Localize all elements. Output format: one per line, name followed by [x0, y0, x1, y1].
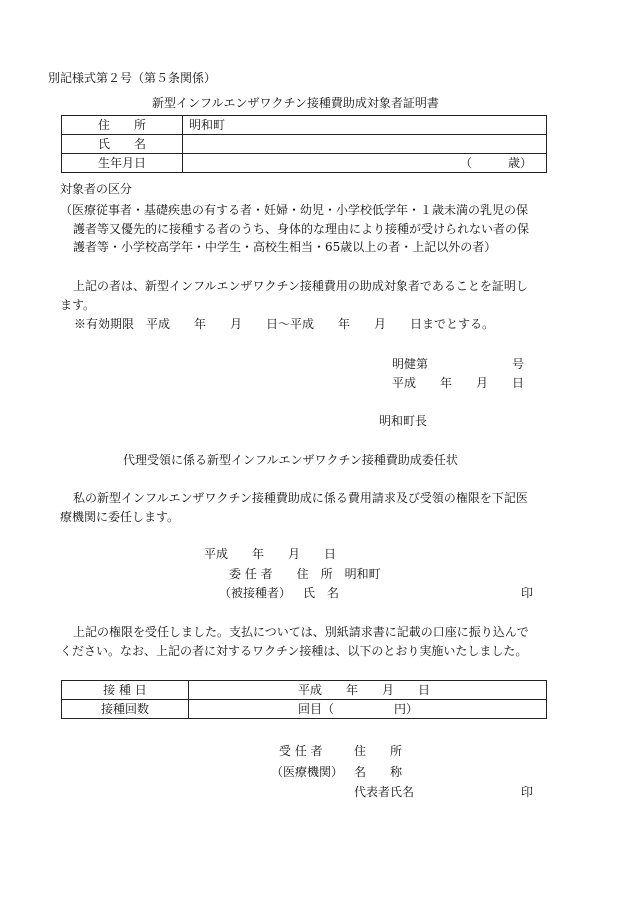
medical-institution-label: （医療機関）: [271, 765, 344, 779]
dose-count-label: 接種回数: [62, 700, 189, 719]
agent-seal: 印: [521, 785, 534, 799]
validity-period: ※有効期限 平成 年 月 日〜平成 年 月 日までとする。: [74, 317, 495, 331]
address-label: 住 所: [62, 116, 183, 135]
category-line: 護者等又優先的に接種する者のうち、身体的な理由により接種が受けられない者の保: [73, 221, 530, 236]
table-row: [62, 700, 547, 719]
certificate-table: [61, 115, 547, 173]
issue-date: 平成 年 月 日: [392, 376, 525, 390]
agent-address-label: 住 所: [354, 744, 403, 758]
certificate-statement: [60, 277, 528, 314]
delegation-date: 平成 年 月 日: [204, 547, 337, 561]
vaccination-table: [61, 680, 547, 719]
agent-name-label: 名 称: [354, 765, 403, 779]
table-row: [62, 116, 547, 135]
vaccination-date-label: 接 種 日: [62, 681, 189, 700]
table-row: [62, 135, 547, 154]
delegation-line: 私の新型インフルエンザワクチン接種費助成に係る費用請求及び受領の権限を下記医: [73, 491, 528, 505]
category-list: [60, 201, 529, 257]
category-line: （医療従事者・基礎疾患の有する者・妊婦・幼児・小学校低学年・１歳未満の乳児の保: [60, 203, 529, 217]
table-row: [62, 681, 547, 700]
age-field: （ 歳）: [459, 156, 532, 170]
delegator-seal: 印: [521, 586, 534, 600]
delegator-address: 委 任 者 住 所 明和町: [229, 567, 381, 581]
patient-label: （被接種者）: [219, 586, 292, 600]
name-value[interactable]: [183, 135, 547, 154]
birthdate-label: 生年月日: [62, 154, 183, 173]
vaccination-date-value[interactable]: 平成 年 月 日: [189, 681, 547, 700]
document-number: 明健第 号: [392, 357, 525, 371]
statement-line: 上記の者は、新型インフルエンザワクチン接種費用の助成対象者であることを証明し: [73, 279, 528, 293]
acceptance-body: [60, 623, 529, 660]
delegation-line: 療機関に委任します。: [60, 509, 180, 524]
form-number: 別記様式第２号（第５条関係）: [48, 71, 217, 85]
category-heading: 対象者の区分: [60, 182, 133, 196]
dose-count-value[interactable]: 回目（ 円）: [189, 700, 547, 719]
name-label: 氏 名: [62, 135, 183, 154]
agent-label: 受 任 者: [279, 744, 323, 758]
representative-label: 代表者氏名: [354, 785, 415, 799]
category-line: 護者等・小学校高学年・中学生・高校生相当・65歳以上の者・上記以外の者）: [73, 240, 497, 254]
delegator-name-label: 氏 名: [303, 586, 340, 600]
acceptance-line: ください。なお、上記の者に対するワクチン接種は、以下のとおり実施いたしました。: [60, 643, 528, 658]
address-value[interactable]: 明和町: [183, 116, 547, 135]
delegation-body: [60, 489, 528, 526]
acceptance-line: 上記の権限を受任しました。支払については、別紙請求書に記載の口座に振り込んで: [73, 625, 529, 639]
issuer-name: 明和町長: [379, 414, 428, 428]
certificate-title: 新型インフルエンザワクチン接種費助成対象者証明書: [152, 96, 439, 110]
birthdate-value[interactable]: [183, 154, 547, 173]
delegation-title: 代理受領に係る新型インフルエンザワクチン接種費助成委任状: [123, 453, 458, 467]
table-row: [62, 154, 547, 173]
statement-line: ます。: [60, 297, 96, 312]
